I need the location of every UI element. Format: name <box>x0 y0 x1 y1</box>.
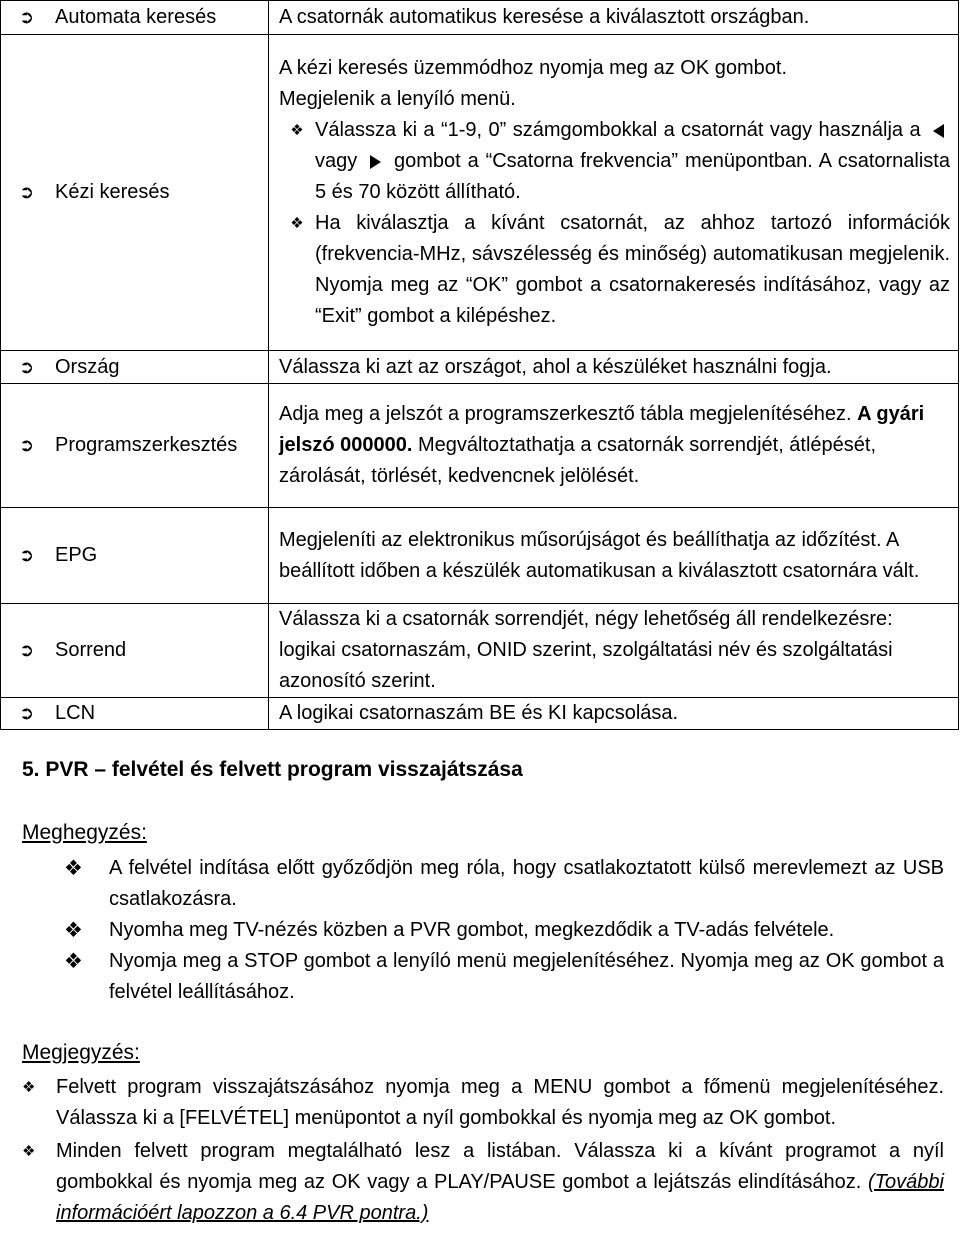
arrow-circle-icon: ➲ <box>19 703 35 723</box>
row-label: LCN <box>55 702 96 724</box>
list-item: ❖ Nyomha meg TV-nézés közben a PVR gombot, megkezdődik a TV-adás felvétele. <box>64 915 944 946</box>
diamond-bullet-icon: ❖ <box>64 857 83 880</box>
arrow-circle-icon: ➲ <box>19 435 35 455</box>
note-list <box>64 853 944 1008</box>
row-label: EPG <box>55 544 98 566</box>
list-item: ❖ Ha kiválasztja a kívánt csatornát, az ahhoz tartozó információk (frekvencia-MHz, sávszélesség és minőség) automatikusan megjelenik. Nyomja meg az “OK” gombot a csatornakeresés indításához, vagy az “Exit” gombot a kilépéshez. <box>279 208 950 332</box>
arrow-circle-icon: ➲ <box>19 7 35 27</box>
row-description: Válassza ki azt az országot, ahol a készüléket használni fogja. <box>269 351 959 384</box>
row-description: A csatornák automatikus keresése a kiválasztott országban. <box>269 1 959 35</box>
row-description: Adja meg a jelszót a programszerkesztő tábla megjelenítéséhez. A gyári jelszó 000000. Megváltoztathatja a csatornák sorrendjét, átlépését, zárolását, törlését, kedvencnek jelölését. <box>269 384 959 508</box>
row-description: Válassza ki a csatornák sorrendjét, négy lehetőség áll rendelkezésre: logikai csatornaszám, ONID szerint, szolgáltatási név és szolgáltatási azonosító szerint. <box>269 604 959 698</box>
row-label: Kézi keresés <box>55 181 170 203</box>
right-arrow-icon <box>370 155 381 169</box>
diamond-bullet-icon: ❖ <box>290 215 304 232</box>
arrow-circle-icon: ➲ <box>19 356 35 377</box>
table-row <box>1 604 959 698</box>
list-item: ❖ Válassza ki a “1-9, 0” számgombokkal a csatornát vagy használja a vagy gombot a “Csatorna frekvencia” menüpontban. A csatornalista 5 és 70 között állítható. <box>279 115 950 208</box>
row-label: Programszerkesztés <box>55 434 238 456</box>
row-label: Sorrend <box>55 639 127 661</box>
diamond-bullet-icon: ❖ <box>22 1143 36 1160</box>
diamond-bullet-icon: ❖ <box>64 919 83 942</box>
table-row <box>1 508 959 604</box>
row-description: Megjeleníti az elektronikus műsorújságot és beállíthatja az időzítést. A beállított időben a készülék automatikusan a kiválasztott csatornára vált. <box>269 508 959 604</box>
arrow-circle-icon: ➲ <box>19 640 35 660</box>
table-row <box>1 35 959 351</box>
reference-link[interactable]: (További információért lapozzon a 6.4 PVR pontra.) <box>56 1171 944 1224</box>
note-title: Meghegyzés: <box>22 821 147 844</box>
arrow-circle-icon: ➲ <box>19 182 35 202</box>
table-row <box>1 698 959 730</box>
list-item: ❖ Nyomja meg a STOP gombot a lenyíló menü megjelenítéséhez. Nyomja meg az OK gombot a felvétel leállításához. <box>64 946 944 1008</box>
list-item: ❖ A felvétel indítása előtt győződjön meg róla, hogy csatlakoztatott külső merevlemezt az USB csatlakozásra. <box>64 853 944 915</box>
arrow-circle-icon: ➲ <box>19 545 35 565</box>
diamond-bullet-icon: ❖ <box>290 122 304 139</box>
left-arrow-icon <box>933 124 944 138</box>
diamond-bullet-icon: ❖ <box>22 1079 36 1096</box>
row-label: Ország <box>55 355 120 378</box>
list-item: ❖ Felvett program visszajátszásához nyomja meg a MENU gombot a főmenü megjelenítéséhez. Válassza ki a [FELVÉTEL] menüpontot a nyíl gombokkal és nyomja meg az OK gombot. <box>22 1072 944 1134</box>
table-row <box>1 384 959 508</box>
note-title: Megjegyzés: <box>22 1041 140 1064</box>
row-description: A kézi keresés üzemmódhoz nyomja meg az OK gombot. Megjelenik a lenyíló menü. ❖ Válassza ki a “1-9, 0” számgombokkal a csatornát vagy használja a vagy gombot a “Csatorna frekvencia” menüpontban. A csatornalista 5 és 70 között állítható. ❖ Ha kiválasztja a kívánt csatornát, az ahhoz tartozó információk (frekvencia-MHz, sávszélesség és minőség) automatikusan megjelenik. Nyomja meg az “OK” gombot a csatornakeresés indításához, vagy az “Exit” gombot a kilépéshez. <box>269 35 959 351</box>
table-row <box>1 351 959 384</box>
row-description: A logikai csatornaszám BE és KI kapcsolása. <box>269 698 959 730</box>
row-label: Automata keresés <box>55 6 217 28</box>
list-item: ❖ Minden felvett program megtalálható lesz a listában. Válassza ki a kívánt programot a nyíl gombokkal és nyomja meg az OK vagy a PLAY/PAUSE gombot a lejátszás elindításához. (További információért lapozzon a 6.4 PVR pontra.) <box>22 1136 944 1229</box>
note-list <box>22 1072 944 1229</box>
section-heading: 5. PVR – felvétel és felvett program visszajátszása <box>22 758 523 781</box>
diamond-bullet-icon: ❖ <box>64 950 83 973</box>
table-row <box>1 1 959 35</box>
